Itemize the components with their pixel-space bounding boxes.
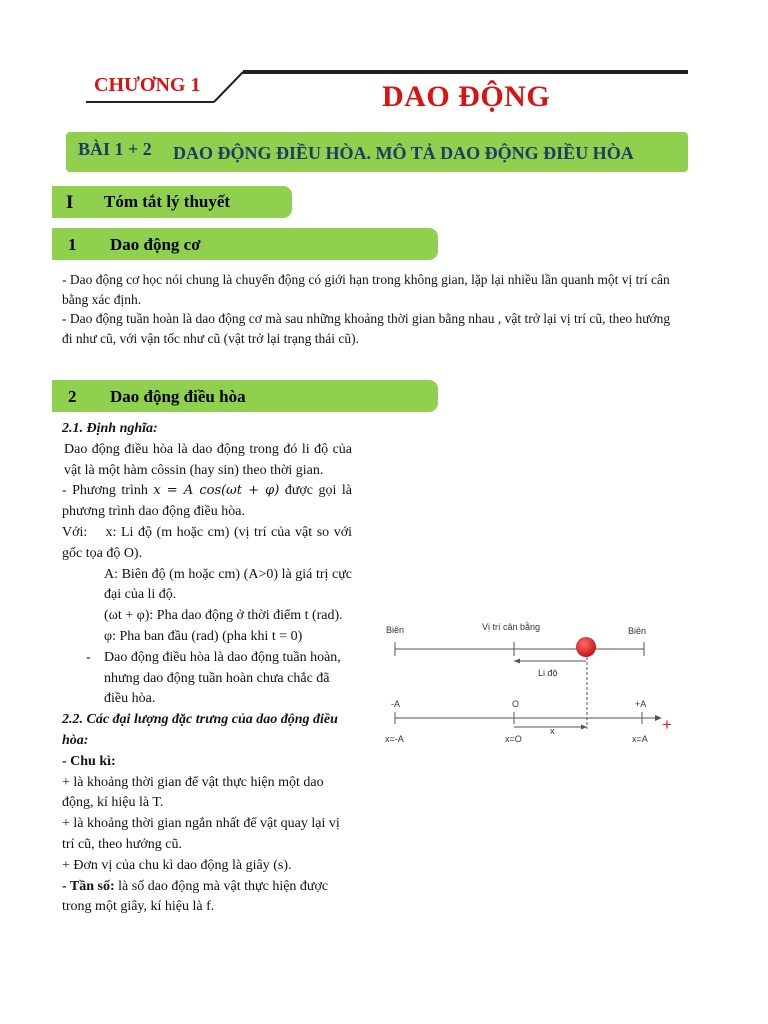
origin-label: O bbox=[512, 699, 520, 709]
definition-text: Dao động điều hòa là dao động trong đó li độ của vật là một hàm côssin (hay sin) theo thời gian. bbox=[64, 441, 352, 478]
variable-x: x: Li độ (m hoặc cm) (vị trí của vật so với gốc tọa độ O). bbox=[62, 524, 353, 561]
section-2-title: Dao động điều hòa bbox=[110, 387, 246, 406]
bien-right-label: Biên bbox=[628, 626, 647, 636]
plus-A-label: +A bbox=[635, 699, 647, 709]
variable-x-line bbox=[62, 523, 352, 565]
displacement-arrowhead bbox=[514, 659, 520, 664]
frequency-text: là số dao động mà vật thực hiện được trong một giây, kí hiệu là f. bbox=[62, 878, 329, 915]
equation-prefix: - Phương trình bbox=[62, 483, 154, 499]
x-zero-label: x=O bbox=[505, 734, 522, 744]
chapter-title: DAO ĐỘNG bbox=[382, 80, 551, 113]
x-arrowhead bbox=[581, 725, 587, 730]
section-I-title: Tóm tắt lý thuyết bbox=[104, 192, 231, 211]
section-1-body bbox=[62, 270, 672, 348]
bien-left-label: Biên bbox=[386, 625, 405, 635]
period-item: + là khoảng thời gian để vật thực hiện một dao động, kí hiệu là T. bbox=[62, 774, 324, 811]
section-2-column bbox=[62, 419, 352, 918]
x-label: x bbox=[550, 726, 555, 736]
section-2-number: 2 bbox=[68, 387, 77, 406]
period-item: + Đơn vị của chu kì dao động là giây (s). bbox=[62, 857, 292, 873]
frequency-line bbox=[62, 877, 352, 919]
x-minus-A-label: x=-A bbox=[385, 734, 404, 744]
section-1-title: Dao động cơ bbox=[110, 235, 201, 254]
equation-line bbox=[62, 481, 352, 523]
dash-note-text: Dao động điều hòa là dao động tuần hoàn, nhưng dao động tuần hoàn chưa chắc đã điều hòa. bbox=[104, 649, 341, 707]
period-label: - Chu kì: bbox=[62, 753, 116, 769]
lower-axis-arrowhead bbox=[655, 715, 662, 721]
lesson-number: BÀI 1 + 2 bbox=[78, 139, 152, 159]
chapter-label: CHƯƠNG 1 bbox=[94, 74, 201, 96]
minus-A-label: -A bbox=[391, 699, 400, 709]
variable-phase: (ωt + φ): Pha dao động ở thời điểm t (rad). bbox=[104, 608, 343, 624]
frequency-label: - Tần số: bbox=[62, 878, 115, 894]
section-1-paragraph: - Dao động cơ học nói chung là chuyển động có giới hạn trong không gian, lặp lại nhiều lần quanh một vị trí cân bằng xác định. bbox=[62, 272, 670, 307]
oscillation-diagram bbox=[378, 614, 688, 748]
variable-phi: φ: Pha ban đầu (rad) (pha khi t = 0) bbox=[104, 628, 303, 644]
definition-heading: 2.1. Định nghĩa: bbox=[62, 421, 158, 436]
section-I-number: I bbox=[66, 192, 74, 213]
oscillating-ball bbox=[576, 637, 596, 657]
li-do-label: Li độ bbox=[538, 668, 558, 678]
section-1-number: 1 bbox=[68, 235, 77, 254]
x-plus-A-label: x=A bbox=[632, 734, 648, 744]
with-label: Với: bbox=[62, 524, 88, 540]
period-item: + là khoảng thời gian ngắn nhất để vật quay lại vị trí cũ, theo hướng cũ. bbox=[62, 816, 340, 852]
equilibrium-label: Vị trí cân bằng bbox=[482, 622, 541, 632]
positive-direction-sign: + bbox=[662, 715, 672, 734]
dash-bullet: - bbox=[86, 649, 91, 665]
variable-A: A: Biên độ (m hoặc cm) (A>0) là giá trị cực đại của li độ. bbox=[104, 566, 352, 603]
lesson-title: DAO ĐỘNG ĐIỀU HÒA. MÔ TẢ DAO ĐỘNG ĐIỀU HÒA bbox=[173, 143, 634, 163]
equation-suffix: được gọi là phương trình dao động điều hòa. bbox=[62, 483, 352, 520]
section-1-paragraph: - Dao động tuần hoàn là dao động cơ mà sau những khoảng thời gian bằng nhau , vật trở lại vị trí cũ, theo hướng đi như cũ, với vận tốc như cũ (vật trở lại trạng thái cũ). bbox=[62, 311, 671, 346]
equation: x = A cos(ωt + φ) bbox=[153, 483, 280, 499]
dash-note bbox=[62, 648, 352, 710]
characteristics-heading: 2.2. Các đại lượng đặc trưng của dao động điều hòa: bbox=[62, 712, 338, 748]
